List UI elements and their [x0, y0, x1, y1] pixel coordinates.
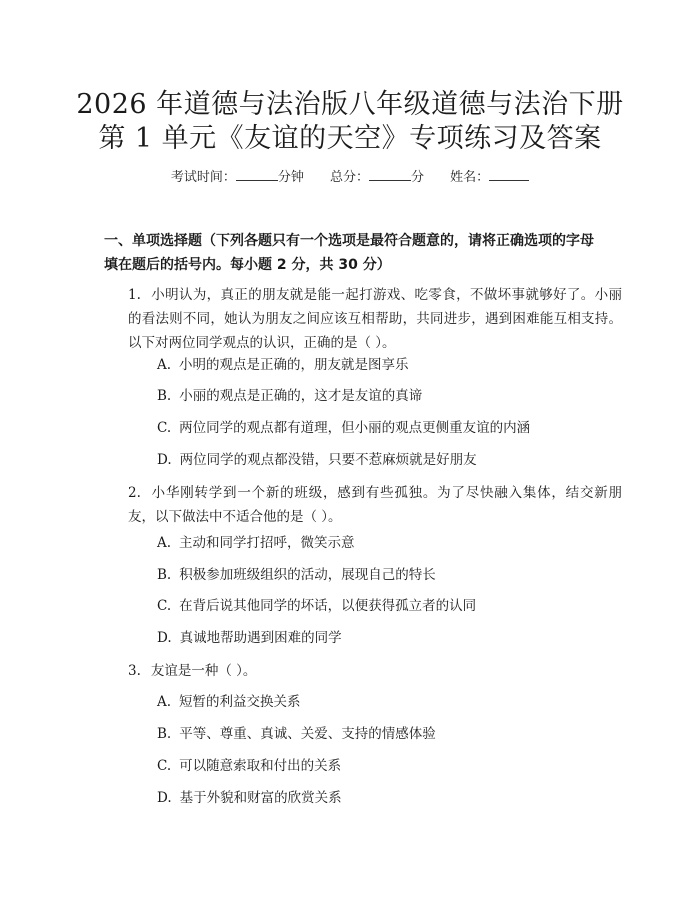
- question-number: 3.: [128, 663, 141, 679]
- option-letter: A.: [157, 694, 172, 710]
- option-text: 积极参加班级组织的活动，展现自己的特长: [179, 567, 436, 583]
- question-1: [104, 283, 622, 355]
- question-3-option-c: [157, 754, 341, 778]
- student-name-field: [450, 170, 529, 185]
- option-letter: C.: [157, 598, 172, 614]
- question-1-option-a: [157, 353, 409, 377]
- question-2-option-b: [157, 563, 436, 587]
- exam-info-bar: [0, 167, 700, 188]
- option-text: 小丽的观点是正确的，这才是友谊的真谛: [179, 388, 423, 404]
- option-text: 在背后说其他同学的坏话，以便获得孤立者的认同: [179, 598, 477, 614]
- option-letter: A.: [157, 357, 172, 373]
- total-score-blank: [369, 167, 411, 181]
- option-text: 基于外貌和财富的欣赏关系: [179, 790, 342, 806]
- question-3-option-d: [157, 786, 342, 810]
- option-text: 小明的观点是正确的，朋友就是图享乐: [179, 357, 409, 373]
- document-title-line-1: 2026 年道德与法治版八年级道德与法治下册: [76, 89, 624, 120]
- question-3-option-b: [157, 722, 436, 746]
- exam-time-label: 考试时间：: [170, 170, 236, 185]
- question-number: 1.: [128, 287, 141, 303]
- question-2-option-d: [157, 626, 342, 650]
- question-text: 友谊是一种（ ）。: [150, 663, 257, 679]
- option-text: 短暂的利益交换关系: [179, 694, 301, 710]
- question-text: 小明认为，真正的朋友就是能一起打游戏、吃零食，不做坏事就够好了。小丽的看法则不同，她认为朋友之间应该互相帮助，共同进步，遇到困难能互相支持。以下对两位同学观点的认识，正确的是（ ）。: [128, 287, 622, 351]
- option-letter: C.: [157, 420, 172, 436]
- option-letter: B.: [157, 567, 172, 583]
- question-number: 2.: [128, 485, 141, 501]
- option-text: 主动和同学打招呼，微笑示意: [179, 535, 355, 551]
- total-score-field: [330, 170, 428, 185]
- question-2-option-a: [157, 531, 355, 555]
- option-letter: B.: [157, 726, 172, 742]
- exam-time-unit: 分钟: [277, 170, 304, 185]
- exam-time-blank: [236, 167, 278, 181]
- question-1-option-b: [157, 384, 422, 408]
- question-3: [104, 659, 622, 683]
- option-letter: A.: [157, 535, 172, 551]
- student-name-blank: [489, 167, 529, 181]
- option-letter: D.: [157, 452, 172, 468]
- exam-time-field: [171, 170, 308, 185]
- option-text: 平等、尊重、真诚、关爱、支持的情感体验: [179, 726, 436, 742]
- option-text: 可以随意索取和付出的关系: [179, 758, 342, 774]
- option-letter: D.: [157, 790, 172, 806]
- question-text: 小华刚转学到一个新的班级，感到有些孤独。为了尽快融入集体，结交新朋友，以下做法中不适合他的是（ ）。: [128, 485, 622, 525]
- section-heading-single-choice: 一、单项选择题（下列各题只有一个选项是最符合题意的，请将正确选项的字母填在题后的括号内。每小题 2 分，共 30 分）: [104, 233, 594, 273]
- option-text: 真诚地帮助遇到困难的同学: [179, 630, 342, 646]
- document-title-line-2: 第 1 单元《友谊的天空》专项练习及答案: [98, 123, 602, 154]
- option-text: 两位同学的观点都没错，只要不惹麻烦就是好朋友: [179, 452, 477, 468]
- total-score-unit: 分: [411, 170, 425, 185]
- option-letter: B.: [157, 388, 172, 404]
- student-name-label: 姓名：: [450, 170, 490, 185]
- option-text: 两位同学的观点都有道理，但小丽的观点更侧重友谊的内涵: [179, 420, 531, 436]
- option-letter: D.: [157, 630, 172, 646]
- option-letter: C.: [157, 758, 172, 774]
- question-1-option-d: [157, 448, 477, 472]
- question-2: [104, 481, 622, 529]
- total-score-label: 总分：: [329, 170, 369, 185]
- question-3-option-a: [157, 690, 301, 714]
- question-1-option-c: [157, 416, 530, 440]
- question-2-option-c: [157, 594, 476, 618]
